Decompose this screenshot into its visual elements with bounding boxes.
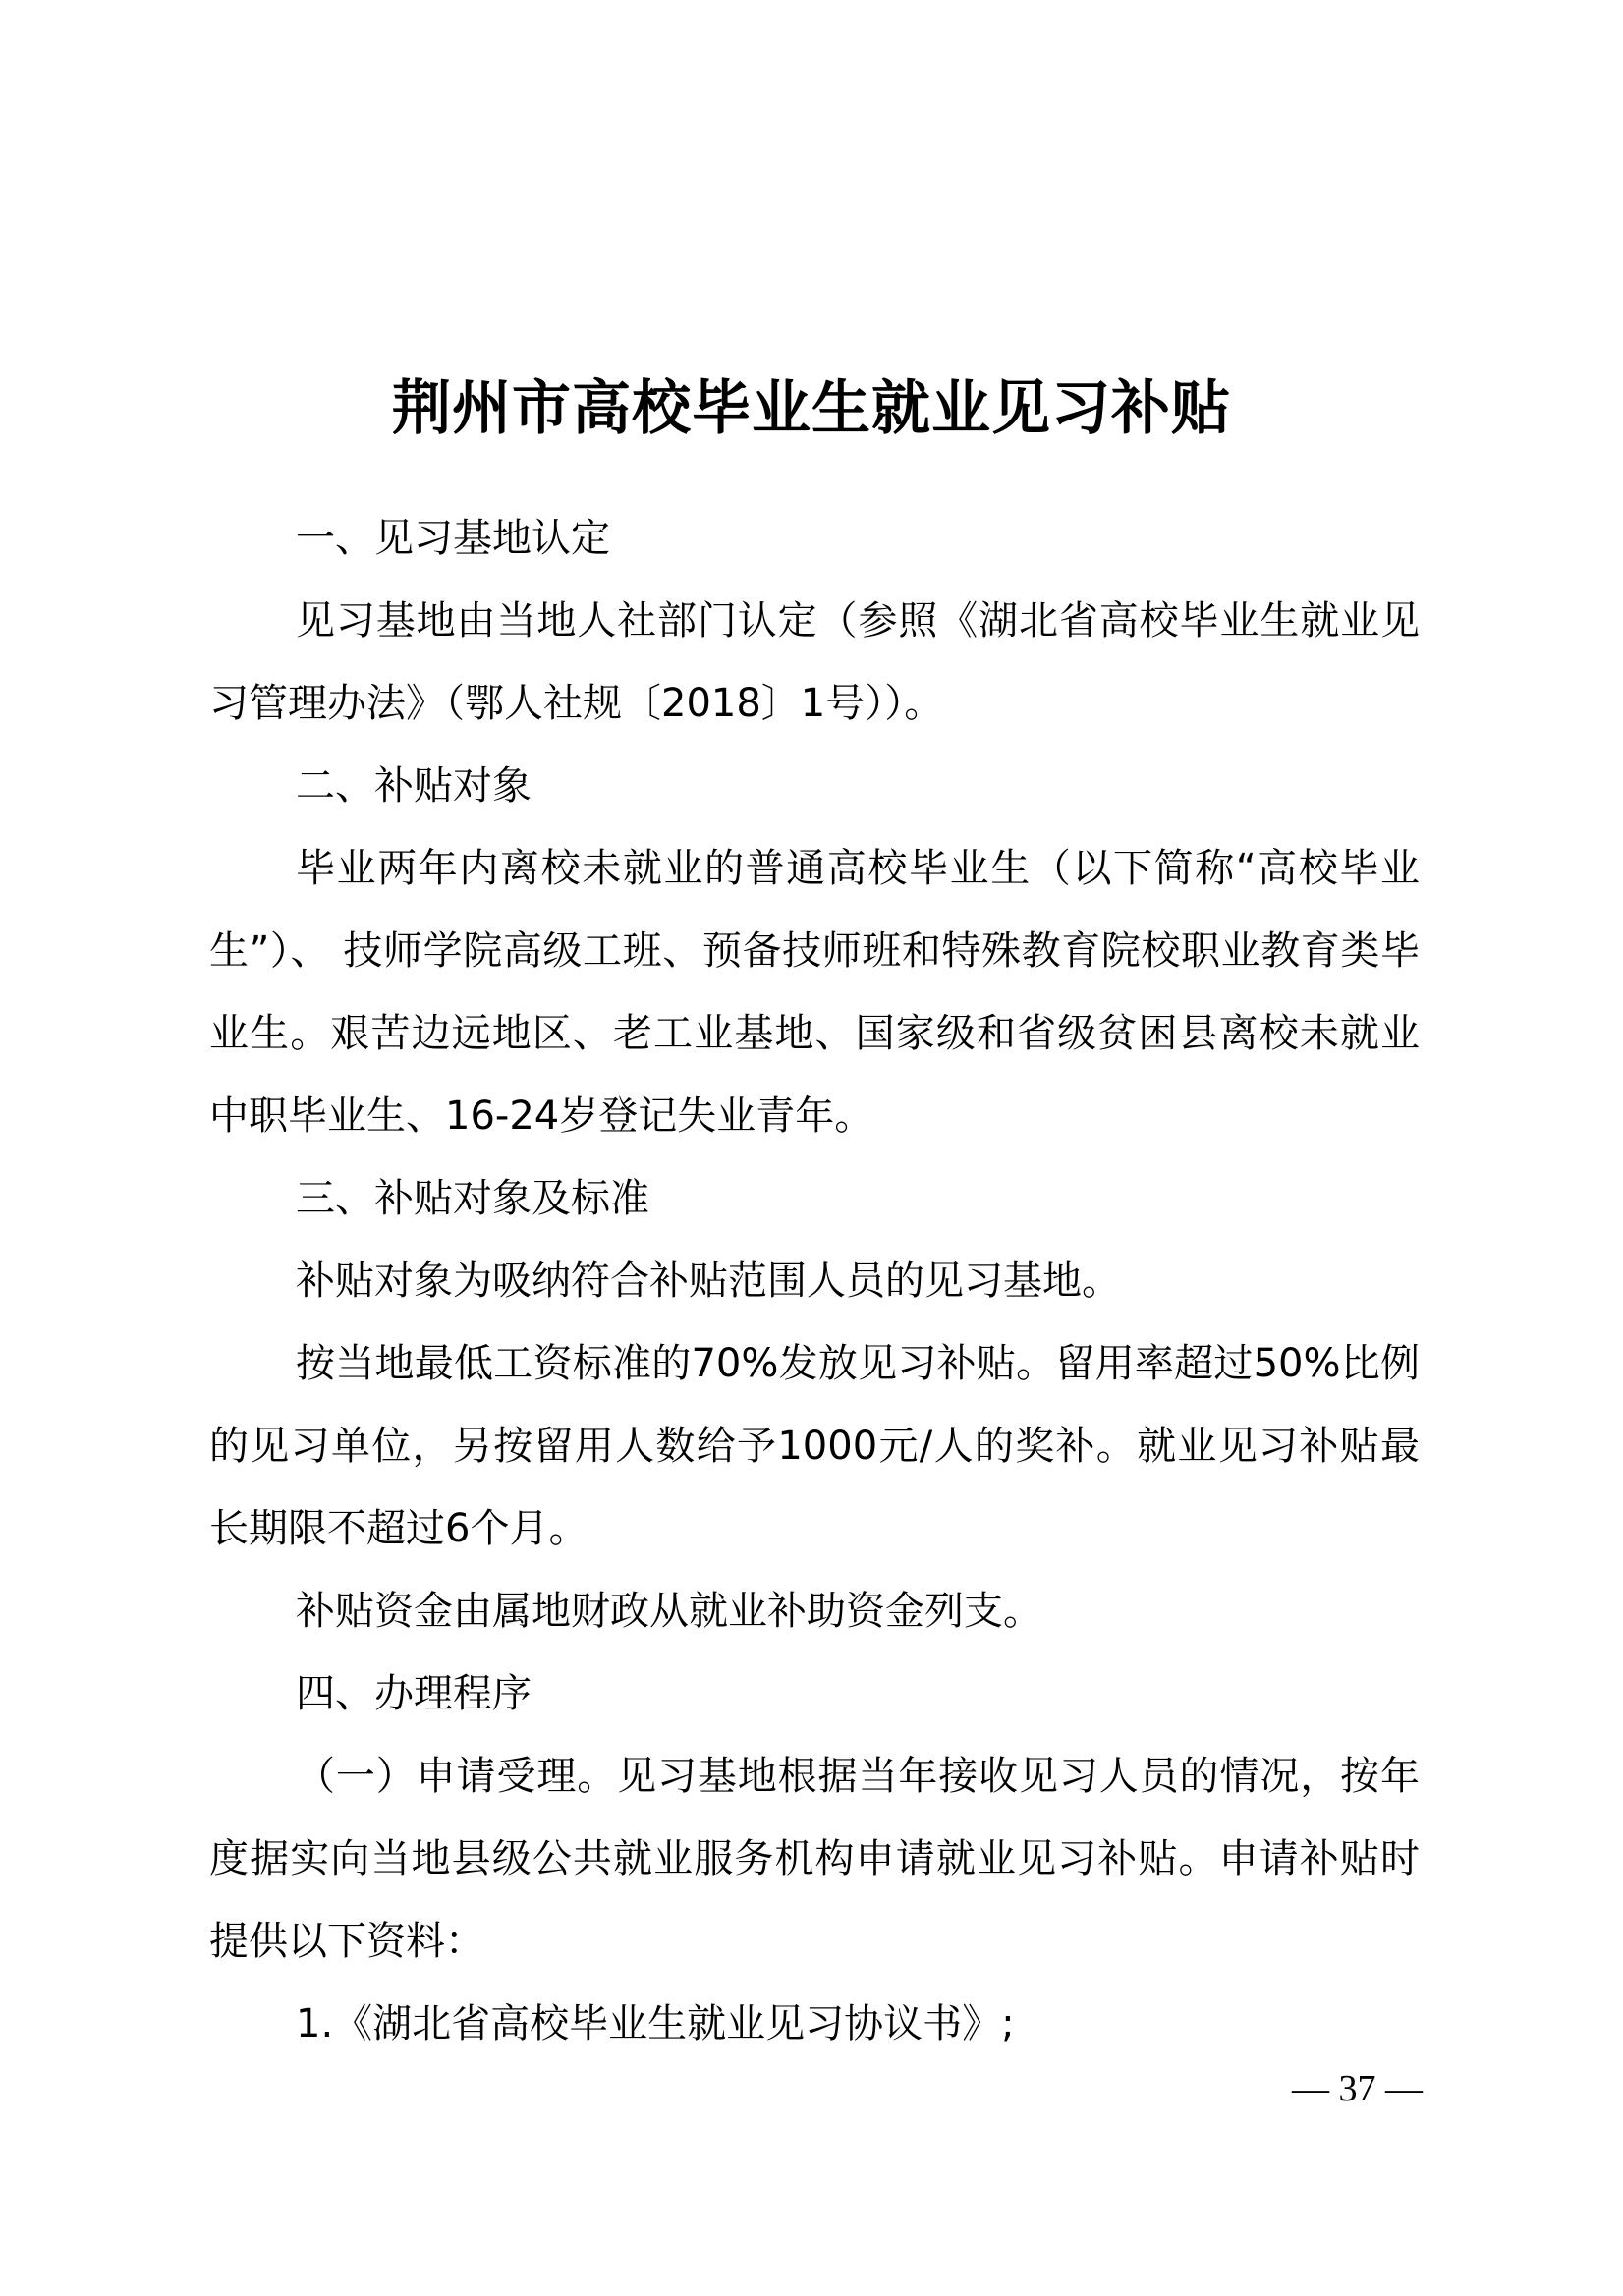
paragraph-base-certification: 见习基地由当地人社部门认定（参照《湖北省高校毕业生就业见习管理办法》（鄂人社规〔2018〕1号））。 bbox=[209, 598, 1420, 726]
section-heading-subsidy-standards: 三、补贴对象及标准 bbox=[296, 1176, 649, 1221]
paragraph-application-acceptance: （一）申请受理。见习基地根据当年接收见习人员的情况，按年度据实向当地县级公共就业服务机构申请就业见习补贴。申请补贴时提供以下资料： bbox=[209, 1754, 1420, 1964]
list-item-agreement: 1.《湖北省高校毕业生就业见习协议书》; bbox=[296, 2001, 1015, 2046]
paragraph-subsidy-amount: 按当地最低工资标准的70%发放见习补贴。留用率超过50%比例的见习单位，另按留用人数给予1000元/人的奖补。就业见习补贴最长期限不超过6个月。 bbox=[209, 1341, 1420, 1551]
page-number: — 37 — bbox=[1292, 2068, 1423, 2109]
document-title: 荆州市高校毕业生就业见习补贴 bbox=[392, 374, 1231, 444]
paragraph-subsidy-funding: 补贴资金由属地财政从就业补助资金列支。 bbox=[296, 1589, 1042, 1634]
paragraph-subsidy-recipients: 毕业两年内离校未就业的普通高校毕业生（以下简称“高校毕业生”）、 技师学院高级工班、预备技师班和特殊教育院校职业教育类毕业生。艰苦边远地区、老工业基地、国家级和省级贫困县离校未就业中职毕业生、16-24岁登记失业青年。 bbox=[209, 846, 1420, 1139]
section-heading-base-certification: 一、见习基地认定 bbox=[296, 516, 610, 561]
section-heading-procedure: 四、办理程序 bbox=[296, 1671, 532, 1716]
section-heading-subsidy-recipients: 二、补贴对象 bbox=[296, 763, 532, 809]
document-body bbox=[209, 497, 1420, 2065]
paragraph-subsidy-target: 补贴对象为吸纳符合补贴范围人员的见习基地。 bbox=[296, 1259, 1121, 1304]
